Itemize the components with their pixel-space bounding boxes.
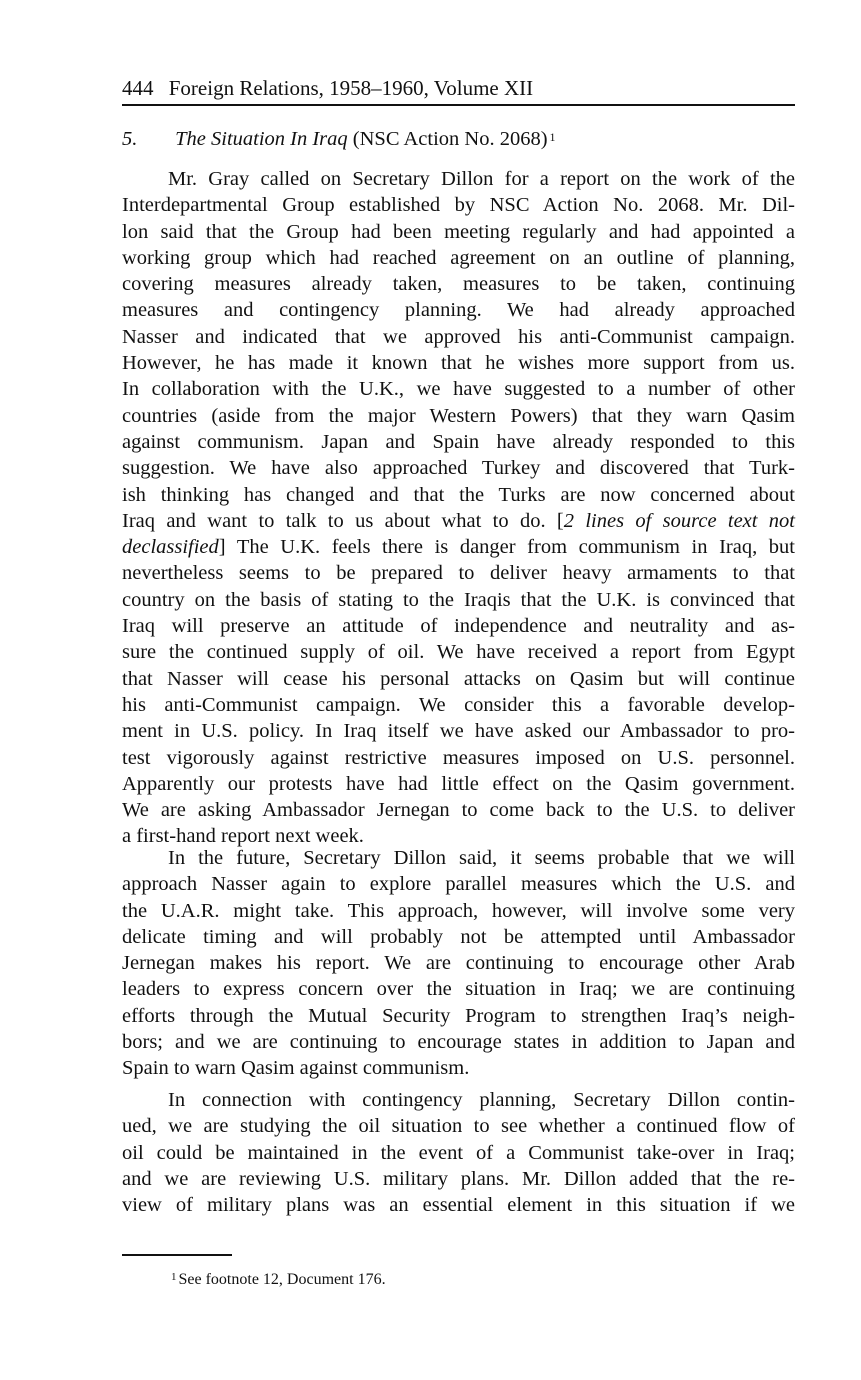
text-line: country on the basis of stating to the Iraqis that the U.K. is convinced that <box>122 588 795 611</box>
footnote-marker: 1 <box>549 130 556 144</box>
text-line: In the future, Secretary Dillon said, it seems probable that we will <box>168 847 795 869</box>
running-head <box>122 74 795 102</box>
text-line: ued, we are studying the oil situation to see whether a continued flow of <box>122 1115 795 1138</box>
text-line: working group which had reached agreement on an outline of planning, <box>122 246 795 269</box>
text-line: Apparently our protests have had little effect on the Qasim government. <box>122 772 795 795</box>
text-line: that Nasser will cease his personal attacks on Qasim but will continue <box>122 667 795 690</box>
text-line: efforts through the Mutual Security Program to strengthen Iraq’s neigh- <box>122 1004 795 1027</box>
text-line: oil could be maintained in the event of a Communist take-over in Iraq; <box>122 1141 795 1164</box>
text-line: leaders to express concern over the situation in Iraq; we are continuing <box>122 978 795 1001</box>
document-number: 5. <box>122 128 138 150</box>
text-line-with-redaction-note <box>122 508 795 534</box>
text-line: a first-hand report next week. <box>122 825 364 848</box>
footnote <box>171 1270 386 1290</box>
text-line: test vigorously against restrictive measures imposed on U.S. personnel. <box>122 746 795 769</box>
text-line: Iraq will preserve an attitude of independence and neutrality and as- <box>122 615 795 638</box>
text-line: his anti-Communist campaign. We consider this a favorable develop- <box>122 693 795 716</box>
text-line: ment in U.S. policy. In Iraq itself we have asked our Ambassador to pro- <box>122 720 795 743</box>
text-line: ish thinking has changed and that the Turks are now concerned about <box>122 483 795 506</box>
text-line: suggestion. We have also approached Turkey and discovered that Turk- <box>122 457 795 480</box>
text-line: and we are reviewing U.S. military plans. Mr. Dillon added that the re- <box>122 1167 795 1190</box>
document-title-reference: (NSC Action No. 2068) <box>352 128 548 150</box>
text-line: against communism. Japan and Spain have already responded to this <box>122 430 795 453</box>
text-line: measures and contingency planning. We had already approached <box>122 299 795 322</box>
paragraph-1 <box>122 166 795 850</box>
footnote-rule <box>122 1254 232 1256</box>
text-segment: ] The U.K. feels there is danger from communism in Iraq, but <box>218 536 795 559</box>
text-line: However, he has made it known that he wishes more support from us. <box>122 352 795 375</box>
header-rule <box>122 104 795 106</box>
text-line: the U.A.R. might take. This approach, however, will involve some very <box>122 899 795 922</box>
text-line: countries (aside from the major Western Powers) that they warn Qasim <box>122 404 795 427</box>
text-segment: Iraq and want to talk to us about what to do. [ <box>122 509 564 532</box>
text-line: Nasser and indicated that we approved his anti-Communist campaign. <box>122 325 795 348</box>
text-line-with-redaction-note <box>122 534 795 560</box>
text-line: delicate timing and will probably not be attempted until Ambassador <box>122 925 795 948</box>
paragraph-2 <box>122 845 795 1082</box>
text-line: bors; and we are continuing to encourage states in addition to Japan and <box>122 1031 795 1054</box>
text-line: approach Nasser again to explore parallel measures which the U.S. and <box>122 873 795 896</box>
text-line: In connection with contingency planning, Secretary Dillon contin- <box>168 1089 795 1111</box>
document-title: The Situation In Iraq <box>175 128 348 150</box>
footnote-text: See footnote 12, Document 176. <box>178 1271 386 1288</box>
text-line: lon said that the Group had been meeting regularly and had appointed a <box>122 220 795 243</box>
publication-title: Foreign Relations, 1958–1960, Volume XII <box>168 76 534 100</box>
footnote-number: 1 <box>171 1271 177 1283</box>
text-line: We are asking Ambassador Jernegan to come back to the U.S. to deliver <box>122 799 795 822</box>
paragraph-3 <box>122 1087 795 1218</box>
text-line: Jernegan makes his report. We are continuing to encourage other Arab <box>122 952 795 975</box>
redaction-note: 2 lines of source text not <box>563 509 795 532</box>
text-line: Interdepartmental Group established by NSC Action No. 2068. Mr. Dil- <box>122 194 795 217</box>
text-line: Spain to warn Qasim against communism. <box>122 1057 470 1080</box>
text-line: In collaboration with the U.K., we have suggested to a number of other <box>122 378 795 401</box>
text-line: Mr. Gray called on Secretary Dillon for a report on the work of the <box>168 168 795 190</box>
redaction-note: declassified <box>122 536 219 559</box>
text-line: view of military plans was an essential element in this situation if we <box>122 1194 795 1217</box>
text-line: covering measures already taken, measures to be taken, continuing <box>122 273 795 296</box>
page-number: 444 <box>122 76 154 100</box>
text-line: nevertheless seems to be prepared to deliver heavy armaments to that <box>122 562 795 585</box>
document-heading <box>122 126 795 152</box>
text-line: sure the continued supply of oil. We have received a report from Egypt <box>122 641 795 664</box>
